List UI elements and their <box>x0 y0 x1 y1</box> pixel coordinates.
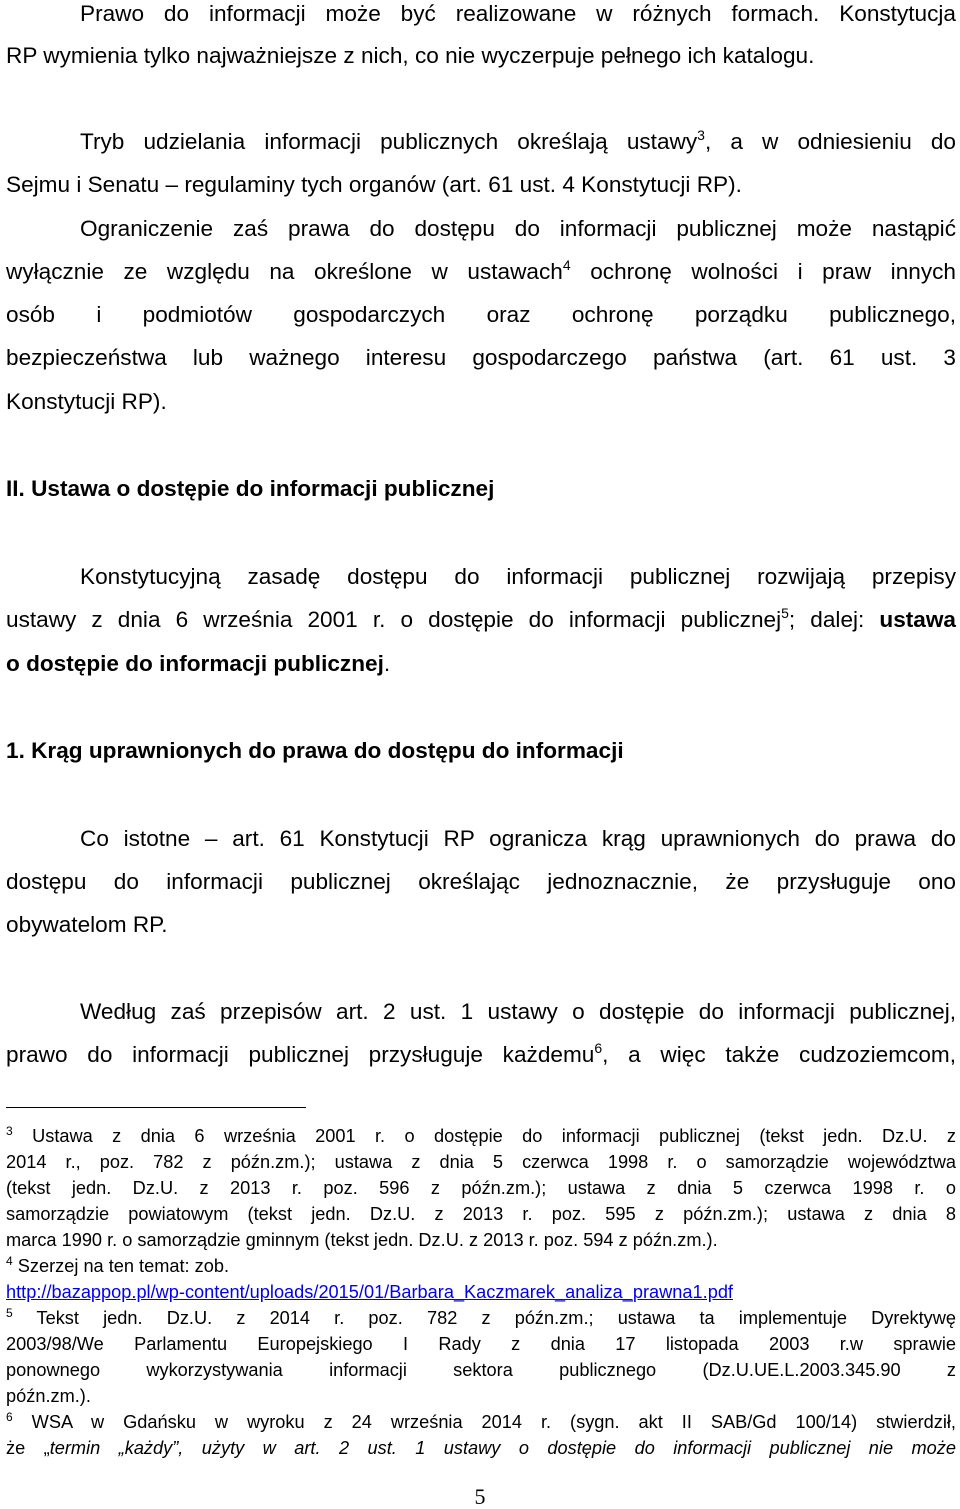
page-number: 5 <box>474 1484 486 1509</box>
paragraph-1-line-1: Prawo do informacji może być realizowane w różnych formach. Konstytucja <box>80 1 956 26</box>
paragraph-4-line-3 <box>6 650 956 678</box>
footnote-separator <box>6 1107 306 1108</box>
text: ; dalej: <box>788 607 880 632</box>
footnote-3-line-2: 2014 r., poz. 782 z późn.zm.); ustawa z dnia 5 czerwca 1998 r. o samorządzie województwa <box>6 1152 956 1172</box>
footnote-6-line-1 <box>6 1411 956 1433</box>
footnote-number: 6 <box>6 1410 13 1424</box>
text: Szerzej na ten temat: zob. <box>12 1256 230 1276</box>
paragraph-3-line-3: osób i podmiotów gospodarczych oraz ochronę porządku publicznego, <box>6 302 956 327</box>
paragraph-3-line-4: bezpieczeństwa lub ważnego interesu gospodarczego państwa (art. 61 ust. 3 <box>6 345 956 370</box>
footnote-ref-6[interactable]: 6 <box>594 1040 603 1056</box>
footnote-5-line-1 <box>6 1307 956 1329</box>
text: wyłącznie ze względu na określone w ustawach <box>6 259 563 284</box>
text: , a więc także cudzoziemcom, <box>602 1042 957 1067</box>
paragraph-5-line-1: Co istotne – art. 61 Konstytucji RP ogranicza krąg uprawnionych do prawa do <box>80 826 956 851</box>
footnote-3-line-3: (tekst jedn. Dz.U. z 2013 r. poz. 596 z późn.zm.); ustawa z dnia 5 czerwca 1998 r. o <box>6 1178 956 1198</box>
paragraph-5-line-3: obywatelom RP. <box>6 912 168 937</box>
footnote-3-line-1 <box>6 1125 956 1147</box>
subsection-heading: 1. Krąg uprawnionych do prawa do dostępu do informacji <box>6 738 624 763</box>
text: że „ <box>6 1438 50 1458</box>
text: prawo do informacji publicznej przysługuje każdemu <box>6 1042 595 1067</box>
footnote-ref-5[interactable]: 5 <box>781 605 789 621</box>
italic-quote: termin „każdy”, użyty w art. 2 ust. 1 ustawy o dostępie do informacji publicznej nie może <box>49 1438 956 1458</box>
paragraph-4-line-1: Konstytucyjną zasadę dostępu do informacji publicznej rozwijają przepisy <box>80 564 956 589</box>
paragraph-3-line-5: Konstytucji RP). <box>6 389 167 414</box>
footnote-link[interactable]: http://bazappop.pl/wp-content/uploads/2015/01/Barbara_Kaczmarek_analiza_prawna1.pdf <box>6 1282 733 1302</box>
bold-term: ustawa <box>879 607 956 632</box>
footnote-6-line-2 <box>6 1437 956 1459</box>
footnote-3-line-5: marca 1990 r. o samorządzie gminnym (tekst jedn. Dz.U. z 2013 r. poz. 594 z późn.zm.). <box>6 1230 718 1250</box>
text: ochronę wolności i praw innych <box>570 259 956 284</box>
footnote-4-line-2 <box>6 1281 956 1303</box>
footnote-5-line-2: 2003/98/We Parlamentu Europejskiego I Rady z dnia 17 listopada 2003 r.w sprawie <box>6 1334 956 1354</box>
text: ustawy z dnia 6 września 2001 r. o dostępie do informacji publicznej <box>6 607 782 632</box>
text: WSA w Gdańsku w wyroku z 24 września 2014 r. (sygn. akt II SAB/Gd 100/14) stwierdził, <box>12 1412 956 1432</box>
paragraph-2-line-2: Sejmu i Senatu – regulaminy tych organów (art. 61 ust. 4 Konstytucji RP). <box>6 172 742 197</box>
text: Tekst jedn. Dz.U. z 2014 r. poz. 782 z późn.zm.; ustawa ta implementuje Dyrektywę <box>12 1308 956 1328</box>
paragraph-3-line-1: Ograniczenie zaś prawa do dostępu do informacji publicznej może nastąpić <box>80 216 956 241</box>
footnote-5-line-4: późn.zm.). <box>6 1386 91 1406</box>
paragraph-3-line-2 <box>6 258 956 286</box>
footnote-5-line-3: ponownego wykorzystywania informacji sektora publicznego (Dz.U.UE.L.2003.345.90 z <box>6 1360 956 1380</box>
footnote-ref-4[interactable]: 4 <box>562 257 571 273</box>
text: Ustawa z dnia 6 września 2001 r. o dostępie do informacji publicznej (tekst jedn. Dz.U. z <box>12 1126 956 1146</box>
paragraph-1-line-2: RP wymienia tylko najważniejsze z nich, co nie wyczerpuje pełnego ich katalogu. <box>6 43 815 68</box>
paragraph-6-line-1: Według zaś przepisów art. 2 ust. 1 ustawy o dostępie do informacji publicznej, <box>80 999 956 1024</box>
paragraph-5-line-2: dostępu do informacji publicznej określając jednoznacznie, że przysługuje ono <box>6 869 956 894</box>
footnote-number: 5 <box>6 1306 13 1320</box>
footnote-number: 4 <box>6 1254 13 1268</box>
section-heading: II. Ustawa o dostępie do informacji publicznej <box>6 476 495 501</box>
footnote-3-line-4: samorządzie powiatowym (tekst jedn. Dz.U. z 2013 r. poz. 595 z późn.zm.); ustawa z dnia 8 <box>6 1204 956 1224</box>
footnote-ref-3[interactable]: 3 <box>697 127 705 143</box>
paragraph-6-line-2 <box>6 1041 956 1069</box>
footnote-4-line-1 <box>6 1255 956 1277</box>
paragraph-4-line-2 <box>6 606 956 634</box>
footnote-number: 3 <box>6 1124 13 1138</box>
bold-term: o dostępie do informacji publicznej <box>6 651 384 676</box>
paragraph-2-line-1 <box>80 128 956 156</box>
text: , a w odniesieniu do <box>704 129 956 154</box>
text: Tryb udzielania informacji publicznych określają ustawy <box>80 129 698 154</box>
text: . <box>383 651 391 676</box>
